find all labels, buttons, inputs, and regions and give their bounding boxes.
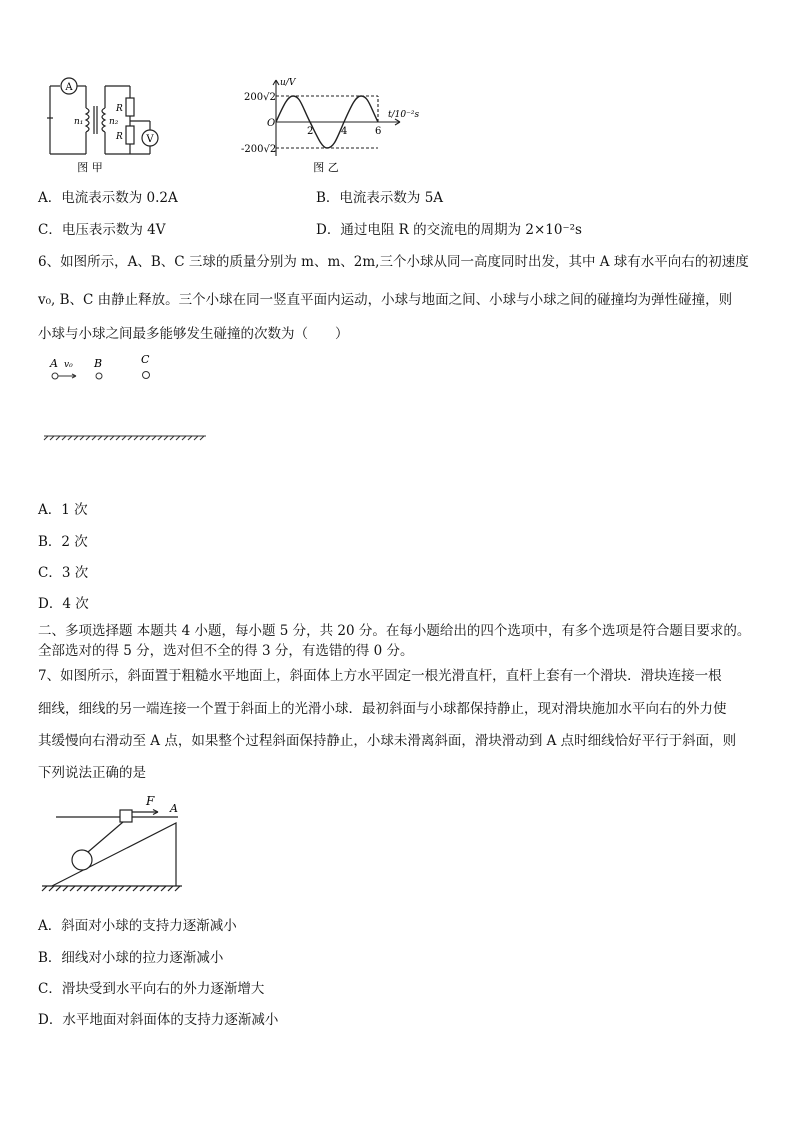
x-tick-4: 4 <box>341 126 348 137</box>
ball-icon <box>72 850 92 870</box>
r-top-label: R <box>116 104 123 114</box>
q5-option-c: C．电压表示数为 4V <box>38 222 166 238</box>
ball-a-icon <box>52 373 58 379</box>
ball-b-label: B <box>94 357 103 370</box>
ball-c-label: C <box>141 354 150 366</box>
circuit-diagram <box>38 76 168 174</box>
q6-option-a: A．1 次 <box>38 502 88 518</box>
q7-stem-line-4: 下列说法正确的是 <box>38 765 146 781</box>
ball-c-icon <box>143 372 150 379</box>
n1-label: n₁ <box>74 117 84 127</box>
section2-line-1: 二、多项选择题 本题共 4 小题，每小题 5 分，共 20 分。在每小题给出的四个选项中，有多个选项是符合题目要求的。 <box>38 623 751 639</box>
q6-stem-line-3: 小球与小球之间最多能够发生碰撞的次数为（ ） <box>38 326 349 342</box>
q6-option-d: D．4 次 <box>38 596 89 612</box>
waveform-caption: 图 乙 <box>313 161 339 174</box>
y-axis-label: u/V <box>280 78 296 88</box>
q7-option-b: B．细线对小球的拉力逐渐减小 <box>38 950 224 966</box>
v0-label: v₀ <box>64 360 73 370</box>
slider-block-icon <box>120 810 132 822</box>
n2-label: n₂ <box>109 117 119 127</box>
q7-option-d: D．水平地面对斜面体的支持力逐渐减小 <box>38 1012 279 1028</box>
q7-option-a: A．斜面对小球的支持力逐渐减小 <box>38 918 237 934</box>
q5-option-a: A．电流表示数为 0.2A <box>38 190 178 206</box>
waveform-chart <box>240 76 425 174</box>
q7-stem-line-3: 其缓慢向右滑动至 A 点，如果整个过程斜面保持静止，小球未滑离斜面，滑块滑动到 A 点时细线恰好平行于斜面，则 <box>38 733 737 749</box>
circuit-caption: 图 甲 <box>77 161 103 174</box>
q7-figure <box>38 790 188 896</box>
voltmeter-label: V <box>146 134 154 145</box>
x-tick-2: 2 <box>307 126 314 137</box>
q6-stem-line-1: 6、如图所示，A、B、C 三球的质量分别为 m、m、2m,三个小球从同一高度同时出发，其中 A 球有水平向右的初速度 <box>38 254 749 270</box>
q7-stem-line-2: 细线，细线的另一端连接一个置于斜面上的光滑小球．最初斜面与小球都保持静止，现对滑块施加水平向右的外力使 <box>38 701 727 717</box>
y-max-label: 200√2 <box>244 92 276 103</box>
x-axis-label: t/10⁻²s <box>388 110 420 120</box>
ball-a-label: A <box>50 357 58 370</box>
q7-stem-line-1: 7、如图所示，斜面置于粗糙水平地面上，斜面体上方水平固定一根光滑直杆，直杆上套有一个滑块．滑块连接一根 <box>38 668 722 684</box>
q6-figure <box>40 354 212 446</box>
r-bottom-label: R <box>116 132 123 142</box>
q6-option-c: C．3 次 <box>38 565 89 581</box>
q6-option-b: B．2 次 <box>38 534 88 550</box>
x-tick-6: 6 <box>375 126 382 137</box>
origin-label: O <box>267 118 276 129</box>
section2-line-2: 全部选对的得 5 分，选对但不全的得 3 分，有选错的得 0 分。 <box>38 643 414 659</box>
force-label: F <box>146 794 155 808</box>
q6-stem-line-2: v₀, B、C 由静止释放。三个小球在同一竖直平面内运动，小球与地面之间、小球与小球之间的碰撞均为弹性碰撞，则 <box>38 292 733 308</box>
q5-option-d: D．通过电阻 R 的交流电的周期为 2×10⁻²s <box>316 222 582 238</box>
point-a-label: A <box>170 802 178 815</box>
q5-option-b: B．电流表示数为 5A <box>316 190 444 206</box>
q7-option-c: C．滑块受到水平向右的外力逐渐增大 <box>38 981 265 997</box>
ball-b-icon <box>96 373 102 379</box>
ammeter-label: A <box>65 82 73 93</box>
y-min-label: -200√2 <box>241 144 277 155</box>
